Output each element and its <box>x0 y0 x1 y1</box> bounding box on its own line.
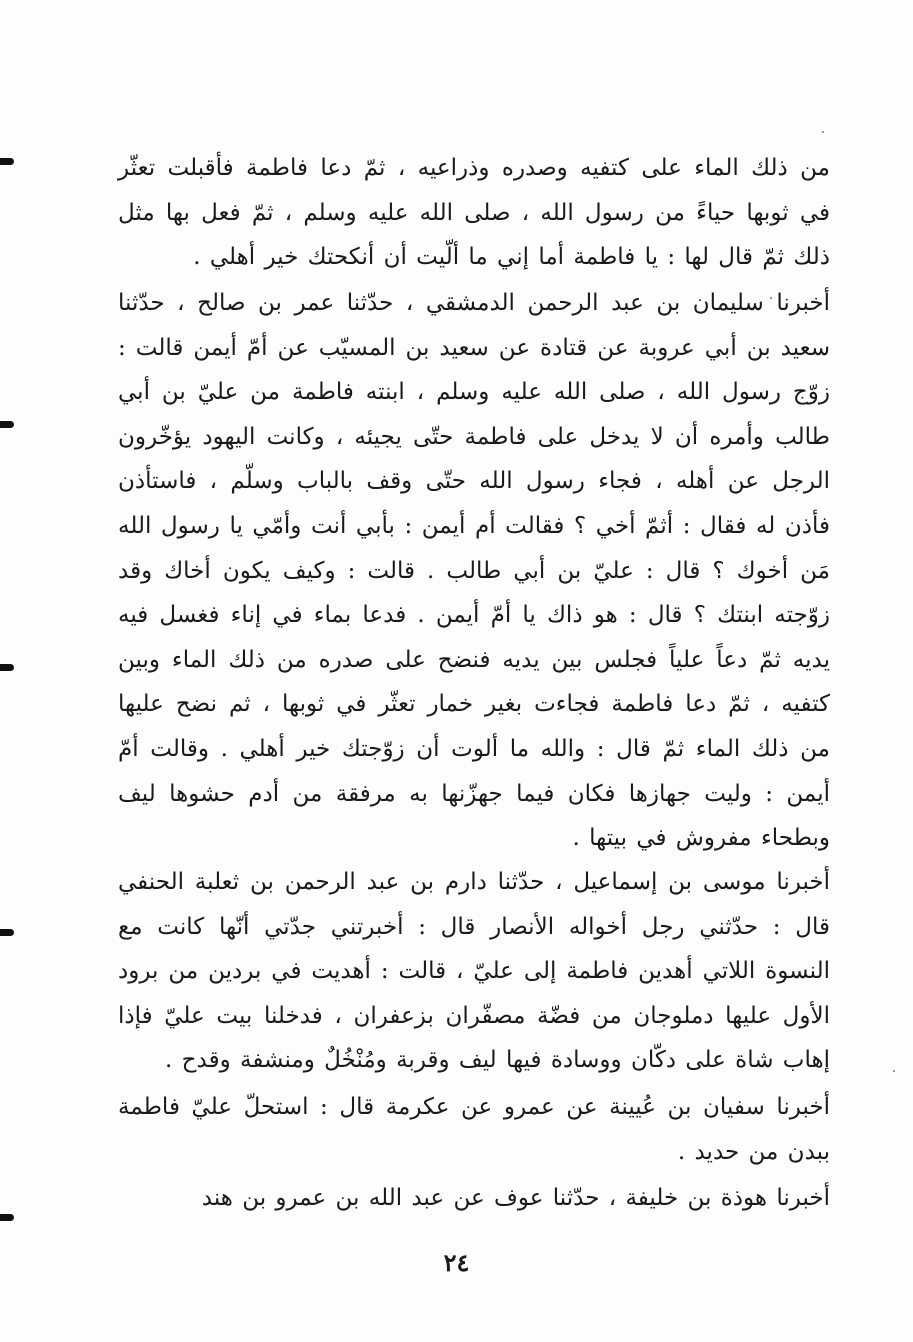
binding-mark <box>0 158 14 165</box>
page-number: ٢٤ <box>443 1248 470 1277</box>
paragraph-continuation: من ذلك الماء على كتفيه وصدره وذراعيه ، ثمّ دعا فاطمة فأقبلت تعثّر في ثوبها حياءً من رسول الله ، صلى الله عليه وسلم ، ثمّ فعل بها مثل ذلك ثمّ قال لها : يا فاطمة أما إني ما ألّيت أن أنكحتك خير أهلي . <box>118 155 830 271</box>
paragraph-hawdha-ibn-khalifa: أخبرنا هوذة بن خليفة ، حدّثنا عوف عن عبد الله بن عمرو بن هند <box>201 1185 830 1211</box>
paragraph-sufyan-ibn-uyayna: أخبرنا سفيان بن عُيينة عن عمرو عن عكرمة قال : استحلّ عليّ فاطمة ببدن من حديد . <box>118 1094 830 1165</box>
scan-speck <box>893 1070 895 1072</box>
paragraph-umm-ayman: أخبرنا سليمان بن عبد الرحمن الدمشقي ، حدّثنا عمر بن صالح ، حدّثنا سعيد بن أبي عروبة عن قتادة عن سعيد بن المسيّب عن أمّ أيمن قالت : زوّج رسول الله ، صلى الله عليه وسلم ، ابنته فاطمة من عليّ بن أبي طالب وأمره أن لا يدخل على فاطمة حتّى يجيئه ، وكانت اليهود يؤخّرون الرجل عن أهله ، فجاء رسول الله حتّى وقف بالباب وسلّم ، فاستأذن فأذن له فقال : أثمّ أخي ؟ فقالت أم أيمن : بأبي أنت وأمّي يا رسول الله مَن أخوك ؟ قال : عليّ بن أبي طالب . قالت : وكيف يكون أخاك وقد زوّجته ابنتك ؟ قال : هو ذاك يا أمّ أيمن . فدعا بماء في إناء فغسل فيه يديه ثمّ دعاً علياً فجلس بين يديه فنضح على صدره من ذلك الماء وبين كتفيه ، ثمّ دعا فاطمة فجاءت بغير خمار تعثّر في ثوبها ، ثم نضح عليها من ذلك الماء ثمّ قال : والله ما ألوت أن زوّجتك خير أهلي . وقالت أمّ أيمن : وليت جهازها فكان فيما جهزّنها به مرفقة من أدم حشوها ليف وبطحاء مفروش في بيتها . <box>118 290 830 852</box>
binding-mark <box>0 664 14 671</box>
paragraph-musa-ibn-ismail: أخبرنا موسى بن إسماعيل ، حدّثنا دارم بن عبد الرحمن بن ثعلبة الحنفي قال : حدّثني رجل أخواله الأنصار قال : أخبرتني جدّتي أنّها كانت مع النسوة اللاتي أهدين فاطمة إلى عليّ ، قالت : أهديت في بردين من برود الأول عليها دملوجان من فضّة مصفّران بزعفران ، فدخلنا بيت عليّ فإذا إهاب شاة على دكّان ووسادة فيها ليف وقربة ومُنْخُلٌ ومنشفة وقدح . <box>118 869 830 1074</box>
binding-mark <box>0 929 14 936</box>
scan-speck <box>822 131 824 133</box>
binding-mark <box>0 1214 14 1221</box>
binding-mark <box>0 421 14 428</box>
